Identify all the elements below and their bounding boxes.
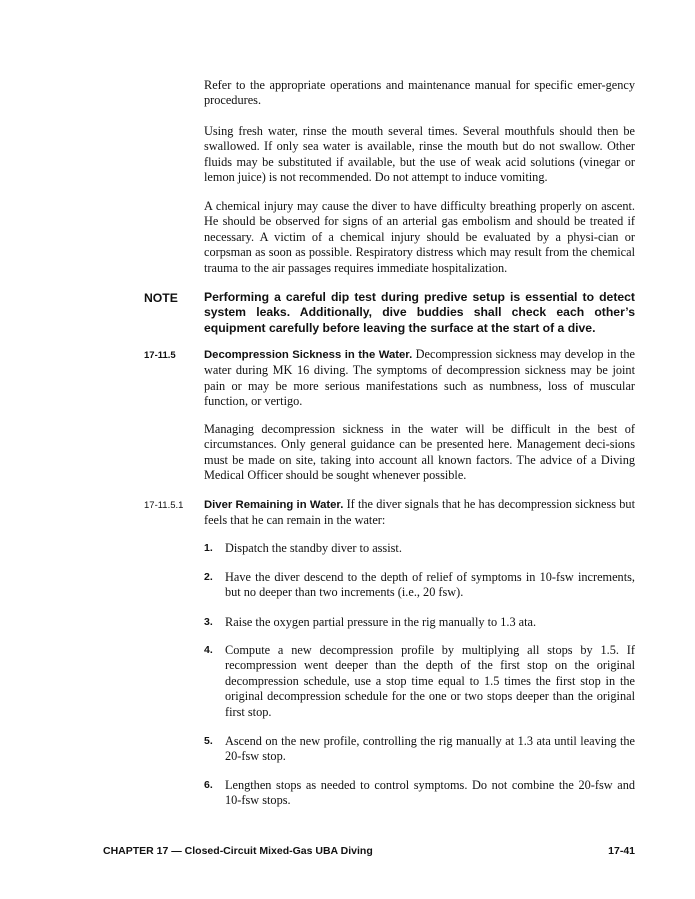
section-title-diver-remaining: Diver Remaining in Water. [204,499,344,511]
list-item-number: 3. [204,616,213,628]
list-item-text: Ascend on the new profile, controlling the rig manually at 1.3 ata until leaving the 20-fsw stop. [225,734,635,764]
note-label: NOTE [144,291,178,305]
list-item-number: 5. [204,735,213,747]
section-title-decompression-sickness: Decompression Sickness in the Water. [204,349,413,361]
section-number-17-11-5-1: 17-11.5.1 [144,500,184,511]
footer-page-number: 17-41 [608,845,635,857]
paragraph-managing-dcs: Managing decompression sickness in the water will be difficult in the best of circumstances. Only general guidance can be presented here. Management deci-sions must be made on site, taking into account all known factors. The advice of a Diving Medical Officer should be sought whenever possible. [204,422,635,483]
section-diver-remaining [204,497,635,529]
list-item-text: Compute a new decompression profile by multiplying all stops by 1.5. If recompression went deeper than the depth of the first stop on the original decompression schedule, use a stop time equal to 1.5 times the first stop in the original decompression schedule for the one or two stops deeper than the original first stop. [225,643,635,719]
section-body-diver-remaining: If the diver signals that he has decompression sickness but feels that he can remain in the water: [204,497,635,528]
list-item-number: 2. [204,571,213,583]
paragraph-rinse-mouth: Using fresh water, rinse the mouth several times. Several mouthfuls should then be swallowed. If only sea water is available, rinse the mouth but do not swallow. Other fluids may be substituted if available, but the use of weak acid solutions (vinegar or lemon juice) is not recommended. Do not attempt to induce vomiting. [204,124,635,185]
note-text: Performing a careful dip test during predive setup is essential to detect system leaks. Additionally, dive buddies shall check each other’s equipment carefully before leaving the surface at the start of a dive. [204,290,635,335]
section-number-17-11-5: 17-11.5 [144,350,176,361]
section-body-decompression-sickness: Decompression sickness may develop in the water during MK 16 diving. The symptoms of decompression sickness may be joint pain or may be more serious manifestations such as numbness, loss of muscular function, or vertigo. [204,347,635,409]
paragraph-emergency-procedures: Refer to the appropriate operations and maintenance manual for specific emer-gency procedures. [204,78,635,108]
section-decompression-sickness [204,347,635,410]
list-item-text: Have the diver descend to the depth of relief of symptoms in 10-fsw increments, but no deeper than two increments (i.e., 20 fsw). [225,570,635,600]
list-item-number: 1. [204,542,213,554]
list-item-text: Dispatch the standby diver to assist. [225,541,402,555]
list-item-number: 4. [204,644,213,656]
list-item-number: 6. [204,779,213,791]
list-item-text: Raise the oxygen partial pressure in the rig manually to 1.3 ata. [225,615,537,629]
list-item-text: Lengthen stops as needed to control symptoms. Do not combine the 20-fsw and 10-fsw stops. [225,778,635,808]
paragraph-chemical-injury: A chemical injury may cause the diver to have difficulty breathing properly on ascent. He should be observed for signs of an arterial gas embolism and should be treated if necessary. A victim of a chemical injury should be evaluated by a physi-cian or corpsman as soon as possible. Respiratory distress which may result from the chemical trauma to the air passages requires immediate hospitalization. [204,199,635,275]
footer-chapter-title: CHAPTER 17 — Closed-Circuit Mixed-Gas UBA Diving [103,845,373,857]
